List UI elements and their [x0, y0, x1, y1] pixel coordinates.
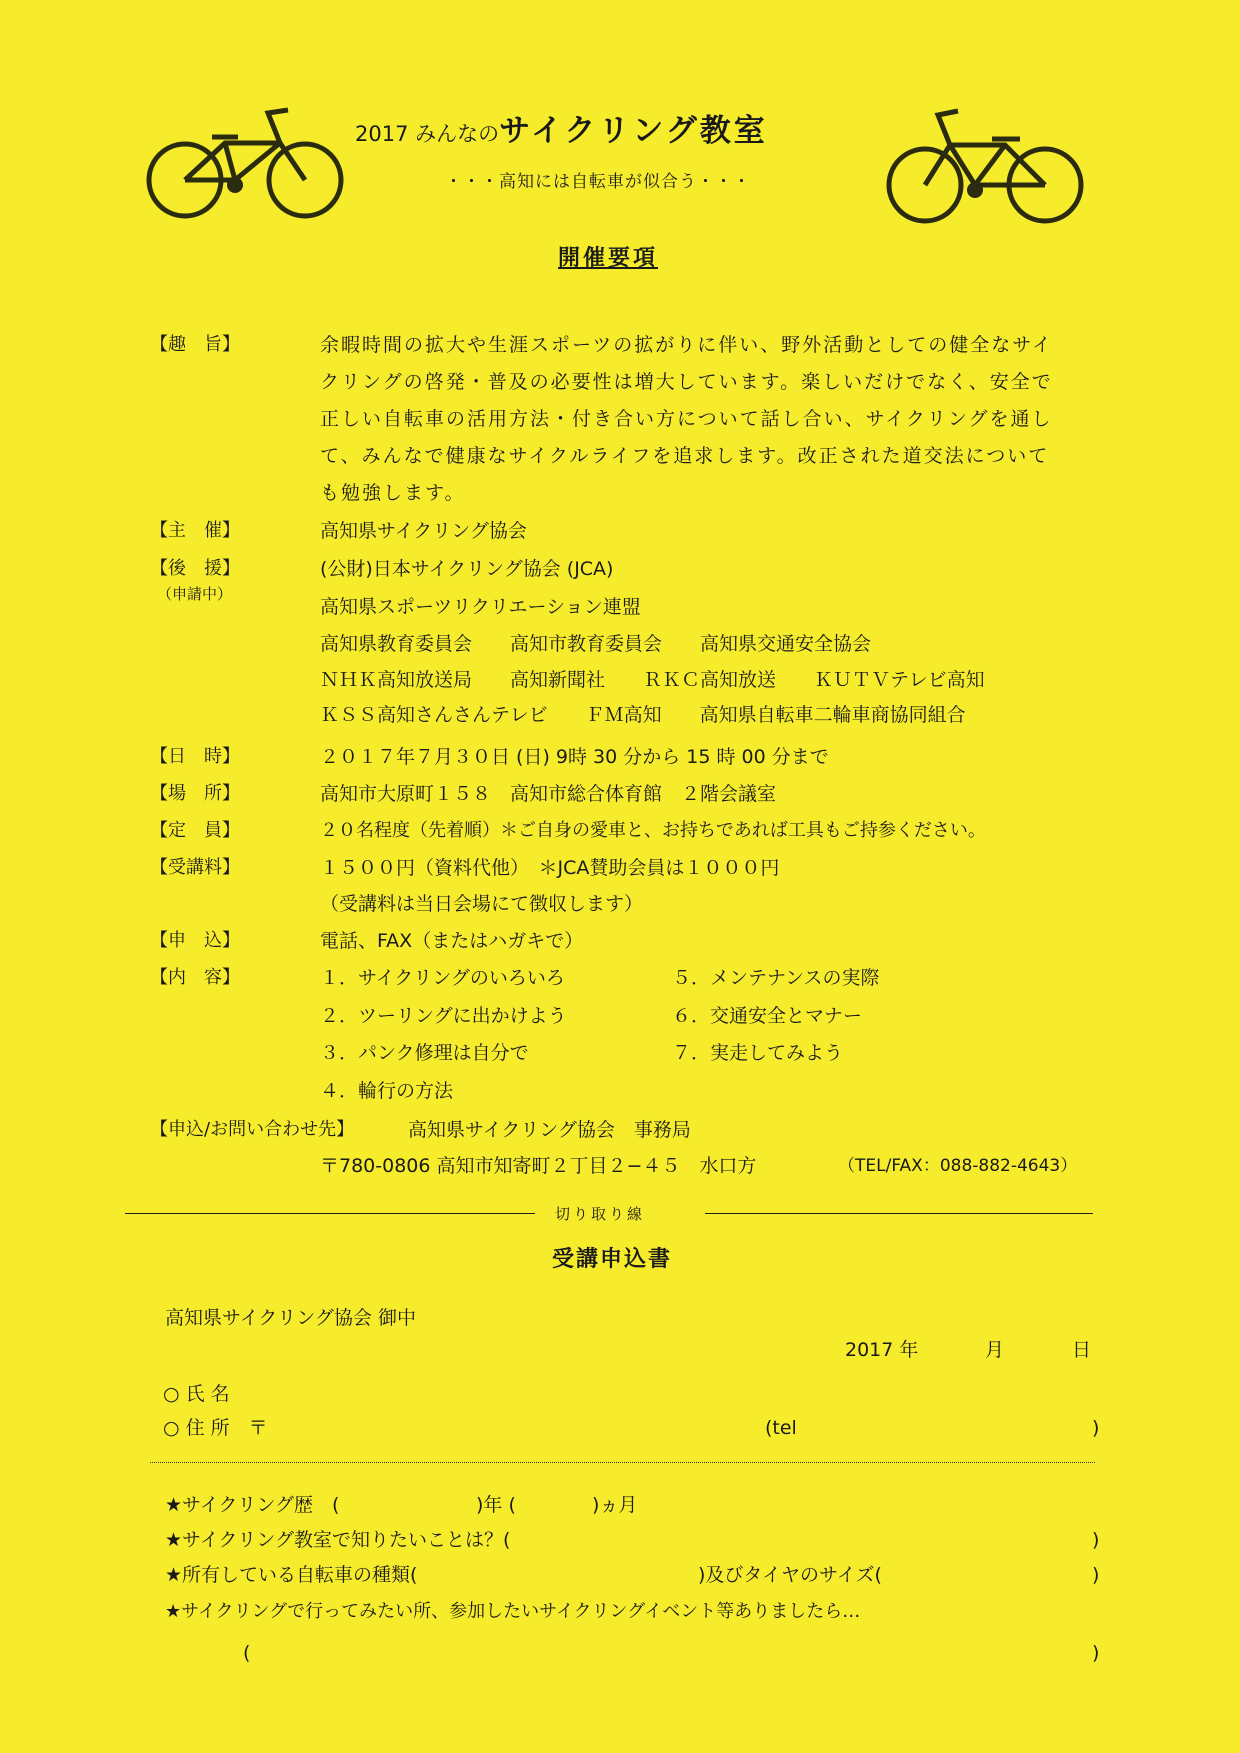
apply-value: 電話、FAX（またはハガキで） [320, 930, 584, 952]
contact-address: 〒780-0806 高知市知寄町２丁目２−４５ 水口方 [320, 1155, 757, 1177]
content-label: 【内 容】 [150, 967, 240, 988]
content-item: ６．交通安全とマナー [672, 1005, 863, 1027]
form-divider [150, 1462, 1095, 1463]
purpose-line: クリングの啓発・普及の必要性は増大しています。楽しいだけでなく、安全で [320, 371, 1053, 393]
subtitle: ・・・高知には自転車が似合う・・・ [445, 172, 751, 192]
purpose-label: 【趣 旨】 [150, 334, 240, 355]
capacity-value: ２０名程度（先着順）＊ご自身の愛車と、お持ちであれば工具もご持参ください。 [320, 820, 986, 841]
form-q3-label: ★所有している自転車の種類( [165, 1564, 418, 1586]
content-item: ４．輪行の方法 [320, 1080, 454, 1102]
fee-label: 【受講料】 [150, 857, 240, 878]
form-name-label: ○ 氏 名 [163, 1383, 230, 1405]
form-q2-close: ) [1092, 1529, 1100, 1551]
support-line: 高知県教育委員会 高知市教育委員会 高知県交通安全協会 [320, 633, 872, 655]
form-q3-mid: )及びタイヤのサイズ( [698, 1564, 882, 1586]
form-addressee: 高知県サイクリング協会 御中 [165, 1307, 416, 1329]
cut-line-right [705, 1213, 1093, 1214]
support-note: （申請中） [157, 585, 233, 603]
form-tel-close: ) [1092, 1417, 1100, 1439]
form-q1-end: )ヵ月 [592, 1494, 638, 1516]
form-q1-label: ★サイクリング歴 ( [165, 1494, 340, 1516]
datetime-label: 【日 時】 [150, 746, 240, 767]
contact-org: 高知県サイクリング協会 事務局 [408, 1119, 691, 1141]
capacity-label: 【定 員】 [150, 820, 240, 841]
apply-label: 【申 込】 [150, 930, 240, 951]
page-title [355, 110, 768, 152]
content-item: ３．パンク修理は自分で [320, 1042, 529, 1064]
outline-heading: 開催要項 [558, 246, 659, 271]
cut-line-left [125, 1213, 535, 1214]
fee-note: （受講料は当日会場にて徴収します） [320, 893, 644, 915]
organizer-value: 高知県サイクリング協会 [320, 520, 527, 542]
support-line: ＮＨＫ高知放送局 高知新聞社 ＲＫＣ高知放送 ＫＵＴＶテレビ高知 [320, 669, 985, 691]
content-item: ５．メンテナンスの実際 [672, 967, 880, 989]
support-line: (公財)日本サイクリング協会 (JCA) [320, 558, 614, 580]
organizer-label: 【主 催】 [150, 520, 240, 541]
support-line: 高知県スポーツリクリエーション連盟 [320, 596, 641, 618]
cut-line-label: 切り取り線 [555, 1205, 646, 1223]
content-item: ７．実走してみよう [672, 1042, 844, 1064]
purpose-line: も勉強します。 [320, 482, 466, 504]
fee-value: １５００円（資料代他） ＊JCA賛助会員は１０００円 [320, 857, 780, 879]
form-date-month: 月 [985, 1339, 1005, 1361]
form-date-day: 日 [1072, 1339, 1092, 1361]
content-item: １．サイクリングのいろいろ [320, 967, 565, 989]
purpose-line: 余暇時間の拡大や生涯スポーツの拡がりに伴い、野外活動としての健全なサイ [320, 334, 1053, 356]
form-date-year: 2017 年 [845, 1339, 919, 1361]
place-label: 【場 所】 [150, 783, 240, 804]
title-year: 2017 みんなの [355, 122, 500, 146]
form-q4-open: ( [243, 1642, 251, 1664]
form-q4-label: ★サイクリングで行ってみたい所、参加したいサイクリングイベント等ありましたら… [165, 1601, 861, 1622]
form-q1-mid: )年 ( [476, 1494, 516, 1516]
purpose-line: て、みんなで健康なサイクルライフを追求します。改正された道交法について [320, 445, 1050, 467]
form-heading: 受講申込書 [552, 1247, 673, 1272]
bicycle-icon [140, 105, 350, 227]
bicycle-icon [880, 105, 1090, 227]
content-item: ２．ツーリングに出かけよう [320, 1005, 567, 1027]
support-label: 【後 援】 [150, 558, 240, 579]
form-tel-open: (tel [765, 1417, 797, 1439]
contact-label: 【申込/お問い合わせ先】 [150, 1119, 355, 1140]
title-main: サイクリング教室 [499, 113, 768, 149]
form-q3-close: ) [1092, 1564, 1100, 1586]
datetime-value: ２０１７年７月３０日 (日) 9時 30 分から 15 時 00 分まで [320, 746, 829, 768]
purpose-line: 正しい自転車の活用方法・付き合い方について話し合い、サイクリングを通し [320, 408, 1053, 430]
support-line: ＫＳＳ高知さんさんテレビ ＦＭ高知 高知県自転車二輪車商協同組合 [320, 704, 966, 726]
form-q4-close: ) [1092, 1642, 1100, 1664]
form-q2-label: ★サイクリング教室で知りたいことは？( [165, 1529, 511, 1551]
place-value: 高知市大原町１５８ 高知市総合体育館 ２階会議室 [320, 783, 777, 805]
form-address-label: ○ 住 所 〒 [163, 1417, 268, 1439]
contact-tel: （TEL/FAX：088-882-4643） [838, 1156, 1078, 1176]
